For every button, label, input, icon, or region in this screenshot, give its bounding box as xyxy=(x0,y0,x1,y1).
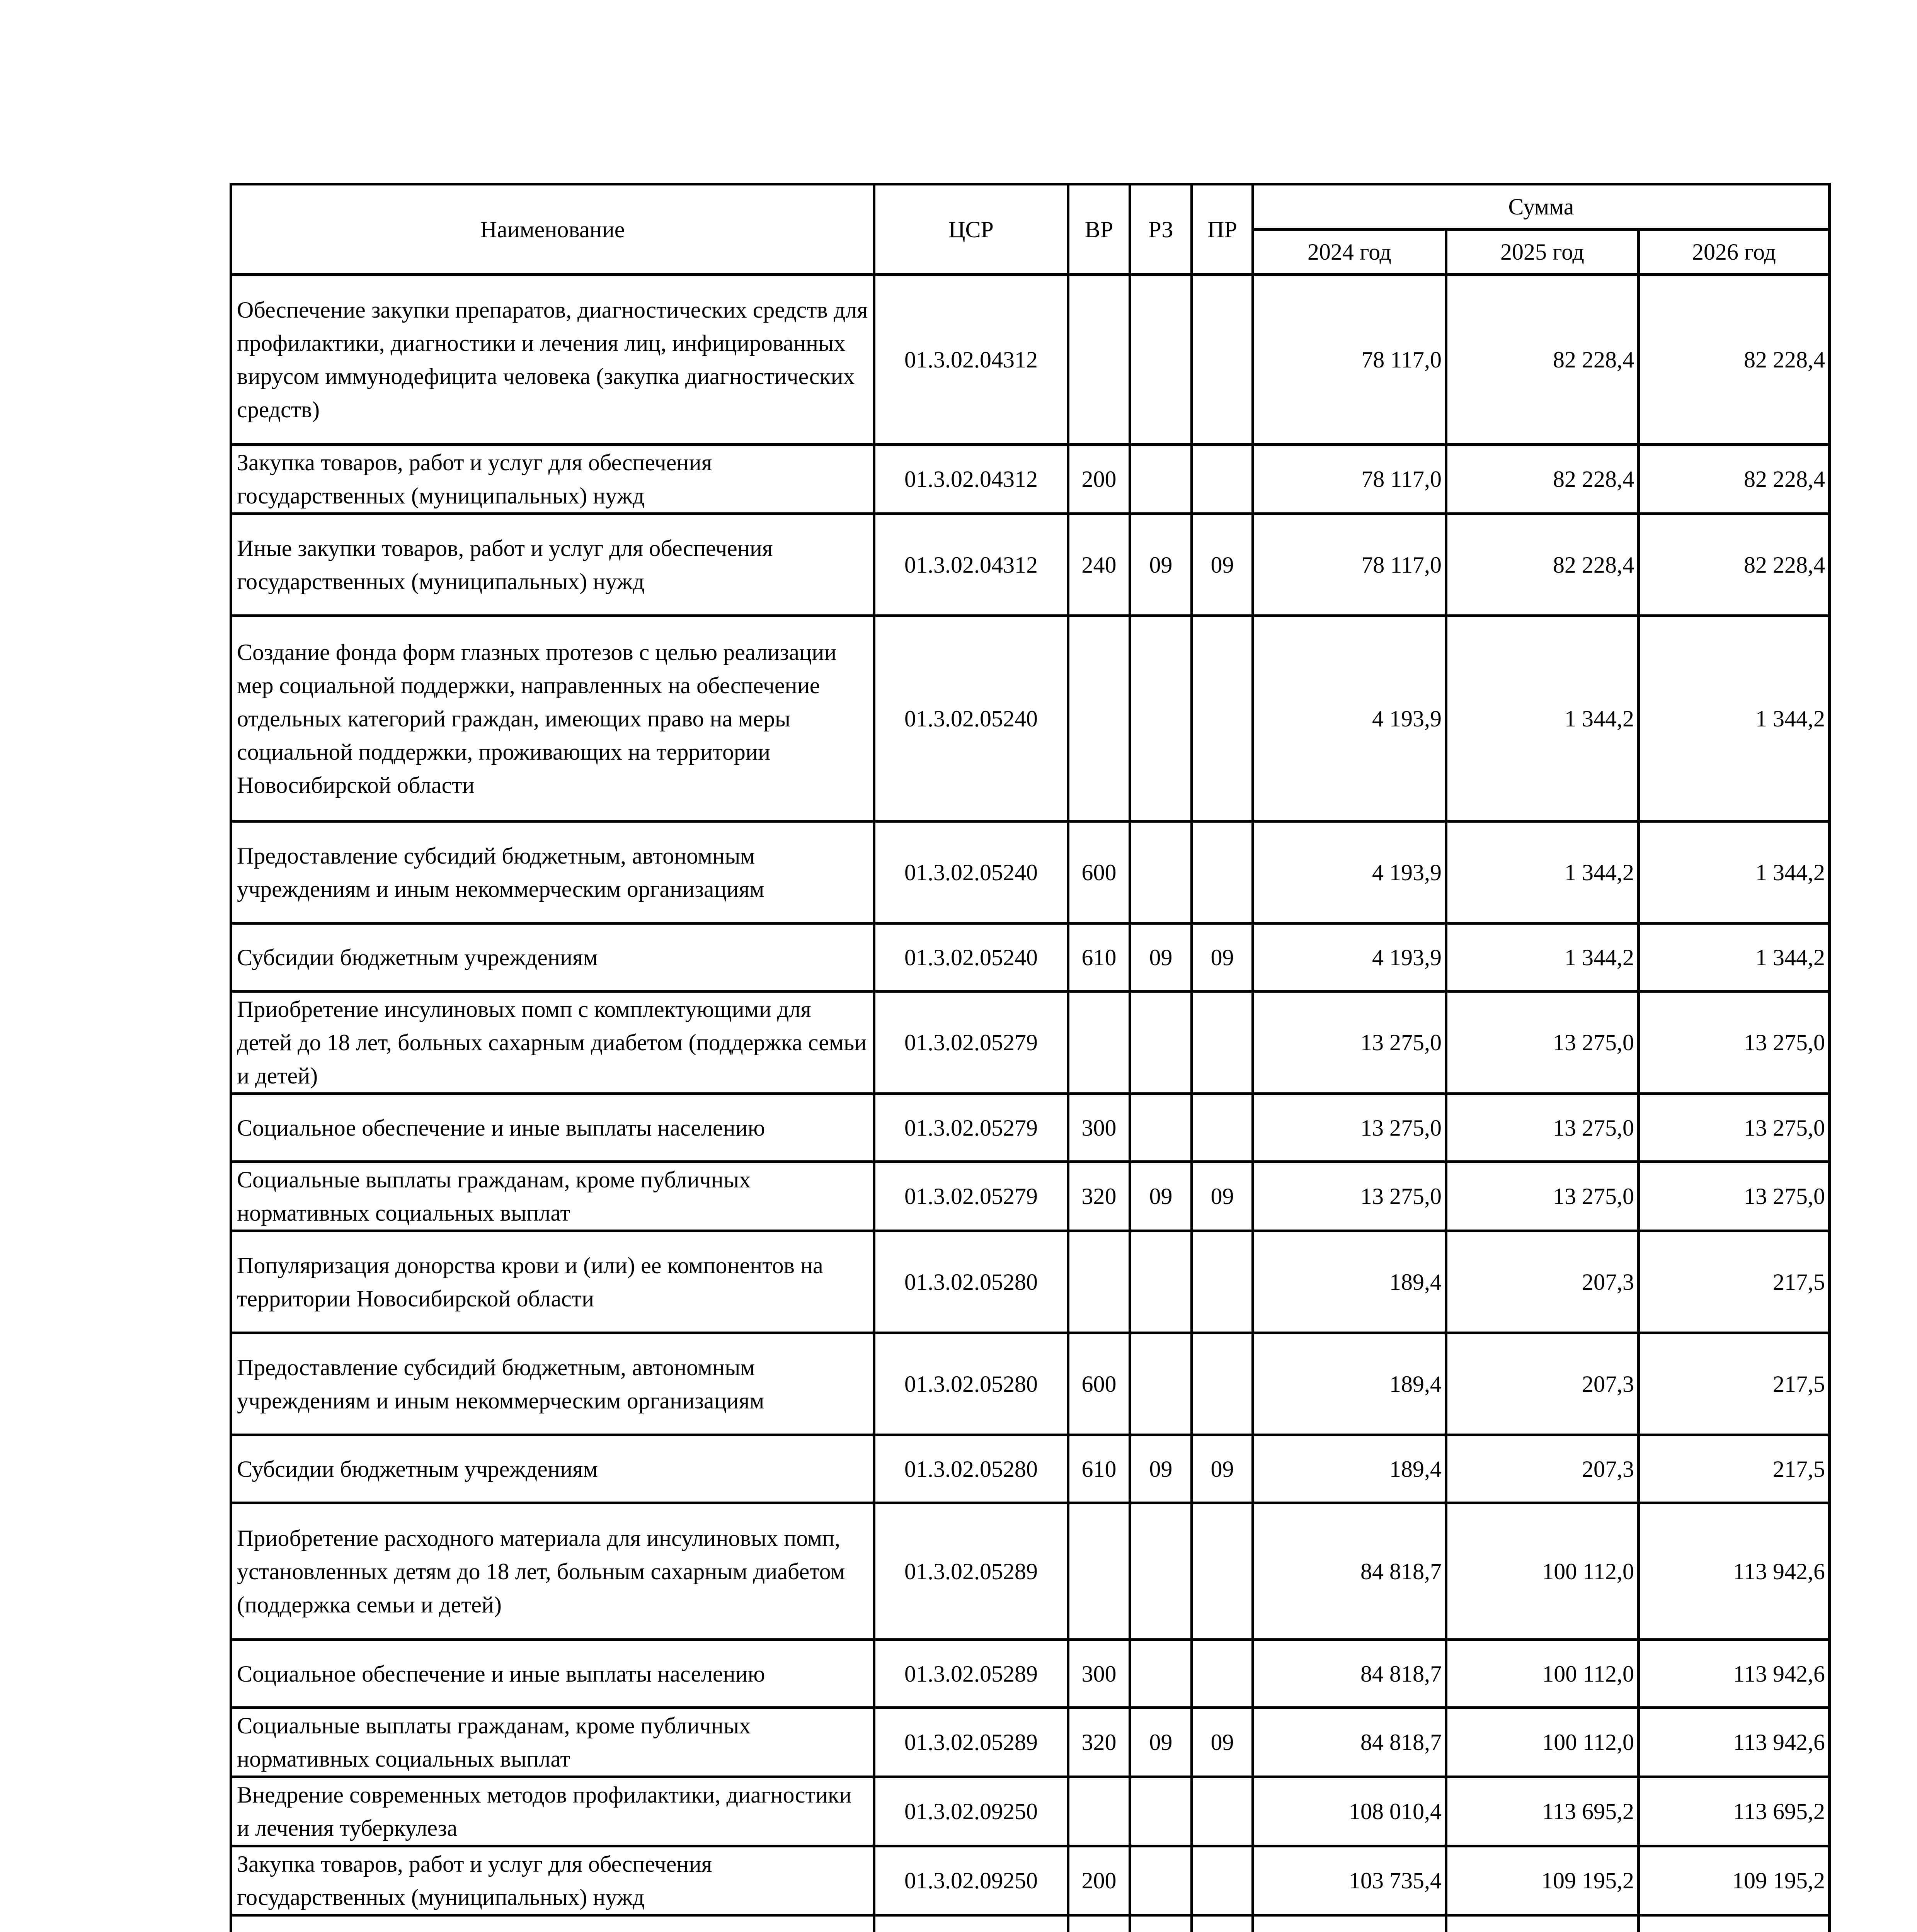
header-row-top xyxy=(231,184,1830,230)
table-row xyxy=(231,275,1830,445)
row-amount-2025 xyxy=(1446,1915,1639,1932)
row-rz xyxy=(1130,1094,1192,1162)
row-amount-2025: 113 695,2 xyxy=(1446,1777,1639,1846)
table-row xyxy=(231,1777,1830,1846)
row-pr xyxy=(1192,992,1253,1094)
row-vr: 200 xyxy=(1068,445,1130,514)
row-name: Социальные выплаты гражданам, кроме публичных нормативных социальных выплат xyxy=(231,1708,874,1777)
row-vr: 300 xyxy=(1068,1640,1130,1708)
header-csr: ЦСР xyxy=(874,184,1068,275)
row-amount-2024: 78 117,0 xyxy=(1253,514,1446,616)
row-amount-2025: 1 344,2 xyxy=(1446,923,1639,992)
header-year-2025: 2025 год xyxy=(1446,230,1639,275)
row-amount-2024: 189,4 xyxy=(1253,1231,1446,1333)
row-amount-2025: 100 112,0 xyxy=(1446,1503,1639,1640)
row-amount-2024: 13 275,0 xyxy=(1253,1162,1446,1231)
row-vr xyxy=(1068,1777,1130,1846)
row-amount-2024: 13 275,0 xyxy=(1253,1094,1446,1162)
row-pr xyxy=(1192,1640,1253,1708)
row-amount-2024: 4 193,9 xyxy=(1253,616,1446,821)
row-amount-2025: 82 228,4 xyxy=(1446,445,1639,514)
row-pr xyxy=(1192,1846,1253,1915)
row-csr: 01.3.02.05280 xyxy=(874,1231,1068,1333)
row-amount-2025: 13 275,0 xyxy=(1446,1162,1639,1231)
row-amount-2026: 1 344,2 xyxy=(1639,821,1830,923)
table-row xyxy=(231,992,1830,1094)
row-amount-2025: 1 344,2 xyxy=(1446,616,1639,821)
row-csr: 01.3.02.09250 xyxy=(874,1777,1068,1846)
row-name: Закупка товаров, работ и услуг для обеспечения государственных (муниципальных) нужд xyxy=(231,1846,874,1915)
row-name: Обеспечение закупки препаратов, диагностических средств для профилактики, диагностики и лечения лиц, инфицированных вирусом иммунодефицита человека (закупка диагностических средств) xyxy=(231,275,874,445)
row-pr xyxy=(1192,1915,1253,1932)
row-rz xyxy=(1130,1777,1192,1846)
row-vr: 240 xyxy=(1068,514,1130,616)
row-name: Приобретение расходного материала для инсулиновых помп, установленных детям до 18 лет, больным сахарным диабетом (поддержка семьи и детей) xyxy=(231,1503,874,1640)
row-pr xyxy=(1192,1094,1253,1162)
header-name: Наименование xyxy=(231,184,874,275)
row-name: Иные закупки товаров, работ и услуг для обеспечения государственных (муниципальных) нужд xyxy=(231,514,874,616)
row-amount-2025: 82 228,4 xyxy=(1446,275,1639,445)
table-row xyxy=(231,821,1830,923)
row-vr: 610 xyxy=(1068,923,1130,992)
row-rz: 09 xyxy=(1130,1435,1192,1503)
table-row xyxy=(231,1846,1830,1915)
row-amount-2024: 108 010,4 xyxy=(1253,1777,1446,1846)
table-row xyxy=(231,1333,1830,1435)
row-amount-2025: 1 344,2 xyxy=(1446,821,1639,923)
row-amount-2026: 13 275,0 xyxy=(1639,1162,1830,1231)
table-row xyxy=(231,1162,1830,1231)
row-vr: 600 xyxy=(1068,1333,1130,1435)
table-row xyxy=(231,1231,1830,1333)
row-pr: 09 xyxy=(1192,923,1253,992)
row-csr xyxy=(874,1915,1068,1932)
row-rz xyxy=(1130,445,1192,514)
row-vr: 320 xyxy=(1068,1708,1130,1777)
row-rz xyxy=(1130,1333,1192,1435)
row-rz: 09 xyxy=(1130,1708,1192,1777)
row-rz xyxy=(1130,1503,1192,1640)
row-csr: 01.3.02.05279 xyxy=(874,1162,1068,1231)
row-amount-2026: 82 228,4 xyxy=(1639,445,1830,514)
row-amount-2024: 84 818,7 xyxy=(1253,1708,1446,1777)
row-pr: 09 xyxy=(1192,514,1253,616)
row-vr: 610 xyxy=(1068,1435,1130,1503)
row-amount-2026: 1 344,2 xyxy=(1639,923,1830,992)
row-amount-2026 xyxy=(1639,1915,1830,1932)
row-vr: 320 xyxy=(1068,1162,1130,1231)
header-rz: РЗ xyxy=(1130,184,1192,275)
row-vr xyxy=(1068,992,1130,1094)
row-amount-2026: 82 228,4 xyxy=(1639,514,1830,616)
row-rz: 09 xyxy=(1130,923,1192,992)
row-amount-2025: 100 112,0 xyxy=(1446,1640,1639,1708)
row-rz xyxy=(1130,821,1192,923)
row-amount-2024: 78 117,0 xyxy=(1253,445,1446,514)
row-amount-2026: 113 942,6 xyxy=(1639,1708,1830,1777)
row-name: Внедрение современных методов профилактики, диагностики и лечения туберкулеза xyxy=(231,1777,874,1846)
row-name: Социальное обеспечение и иные выплаты населению xyxy=(231,1094,874,1162)
row-name: Популяризация донорства крови и (или) ее компонентов на территории Новосибирской области xyxy=(231,1231,874,1333)
table-row xyxy=(231,514,1830,616)
row-pr xyxy=(1192,1503,1253,1640)
row-amount-2024: 4 193,9 xyxy=(1253,821,1446,923)
row-vr xyxy=(1068,616,1130,821)
row-amount-2026: 217,5 xyxy=(1639,1435,1830,1503)
table-row xyxy=(231,1094,1830,1162)
row-csr: 01.3.02.04312 xyxy=(874,445,1068,514)
row-rz xyxy=(1130,1640,1192,1708)
row-amount-2025: 13 275,0 xyxy=(1446,992,1639,1094)
header-pr: ПР xyxy=(1192,184,1253,275)
table-body xyxy=(231,275,1830,1932)
row-vr: 300 xyxy=(1068,1094,1130,1162)
row-vr xyxy=(1068,1503,1130,1640)
row-csr: 01.3.02.05280 xyxy=(874,1333,1068,1435)
row-name: Предоставление субсидий бюджетным, автономным учреждениям и иным некоммерческим организациям xyxy=(231,1333,874,1435)
row-amount-2025: 100 112,0 xyxy=(1446,1708,1639,1777)
row-csr: 01.3.02.09250 xyxy=(874,1846,1068,1915)
row-name: Закупка товаров, работ и услуг для обеспечения государственных (муниципальных) нужд xyxy=(231,445,874,514)
row-rz xyxy=(1130,1846,1192,1915)
row-csr: 01.3.02.05279 xyxy=(874,992,1068,1094)
row-csr: 01.3.02.04312 xyxy=(874,275,1068,445)
row-csr: 01.3.02.05240 xyxy=(874,616,1068,821)
table-row xyxy=(231,1915,1830,1932)
table-row xyxy=(231,616,1830,821)
row-pr xyxy=(1192,275,1253,445)
row-pr xyxy=(1192,1333,1253,1435)
row-pr xyxy=(1192,1231,1253,1333)
table-header xyxy=(231,184,1830,275)
table-row xyxy=(231,923,1830,992)
row-amount-2024: 103 735,4 xyxy=(1253,1846,1446,1915)
row-csr: 01.3.02.05289 xyxy=(874,1503,1068,1640)
header-year-2026: 2026 год xyxy=(1639,230,1830,275)
row-name: Приобретение инсулиновых помп с комплектующими для детей до 18 лет, больных сахарным диабетом (поддержка семьи и детей) xyxy=(231,992,874,1094)
row-amount-2026: 82 228,4 xyxy=(1639,275,1830,445)
row-rz xyxy=(1130,1231,1192,1333)
row-pr xyxy=(1192,1777,1253,1846)
row-amount-2026: 217,5 xyxy=(1639,1333,1830,1435)
row-name: Социальное обеспечение и иные выплаты населению xyxy=(231,1640,874,1708)
header-sum: Сумма xyxy=(1253,184,1830,230)
row-csr: 01.3.02.04312 xyxy=(874,514,1068,616)
row-pr xyxy=(1192,445,1253,514)
row-amount-2025: 109 195,2 xyxy=(1446,1846,1639,1915)
row-amount-2025: 207,3 xyxy=(1446,1333,1639,1435)
row-csr: 01.3.02.05279 xyxy=(874,1094,1068,1162)
row-rz xyxy=(1130,1915,1192,1932)
table-row xyxy=(231,445,1830,514)
row-csr: 01.3.02.05289 xyxy=(874,1640,1068,1708)
row-amount-2024: 189,4 xyxy=(1253,1333,1446,1435)
row-vr xyxy=(1068,1915,1130,1932)
row-amount-2026: 13 275,0 xyxy=(1639,992,1830,1094)
row-rz: 09 xyxy=(1130,1162,1192,1231)
header-vr: ВР xyxy=(1068,184,1130,275)
row-amount-2025: 207,3 xyxy=(1446,1435,1639,1503)
row-amount-2024: 189,4 xyxy=(1253,1435,1446,1503)
row-amount-2024: 84 818,7 xyxy=(1253,1503,1446,1640)
header-year-2024: 2024 год xyxy=(1253,230,1446,275)
row-name: Предоставление субсидий бюджетным, автономным учреждениям и иным некоммерческим организациям xyxy=(231,821,874,923)
row-amount-2026: 113 942,6 xyxy=(1639,1503,1830,1640)
row-amount-2024: 78 117,0 xyxy=(1253,275,1446,445)
row-pr: 09 xyxy=(1192,1435,1253,1503)
row-rz xyxy=(1130,616,1192,821)
row-vr xyxy=(1068,275,1130,445)
table-row xyxy=(231,1708,1830,1777)
row-amount-2026: 1 344,2 xyxy=(1639,616,1830,821)
row-amount-2026: 217,5 xyxy=(1639,1231,1830,1333)
row-amount-2026: 109 195,2 xyxy=(1639,1846,1830,1915)
row-rz xyxy=(1130,275,1192,445)
budget-table xyxy=(230,183,1831,1932)
row-pr xyxy=(1192,616,1253,821)
row-amount-2025: 13 275,0 xyxy=(1446,1094,1639,1162)
row-amount-2025: 207,3 xyxy=(1446,1231,1639,1333)
row-vr: 200 xyxy=(1068,1846,1130,1915)
row-name xyxy=(231,1915,874,1932)
table-row xyxy=(231,1503,1830,1640)
row-csr: 01.3.02.05289 xyxy=(874,1708,1068,1777)
row-csr: 01.3.02.05240 xyxy=(874,821,1068,923)
row-name: Субсидии бюджетным учреждениям xyxy=(231,923,874,992)
row-pr: 09 xyxy=(1192,1708,1253,1777)
row-vr xyxy=(1068,1231,1130,1333)
row-amount-2024 xyxy=(1253,1915,1446,1932)
row-name: Социальные выплаты гражданам, кроме публичных нормативных социальных выплат xyxy=(231,1162,874,1231)
row-amount-2025: 82 228,4 xyxy=(1446,514,1639,616)
row-amount-2026: 13 275,0 xyxy=(1639,1094,1830,1162)
row-amount-2024: 4 193,9 xyxy=(1253,923,1446,992)
row-rz: 09 xyxy=(1130,514,1192,616)
row-pr xyxy=(1192,821,1253,923)
row-pr: 09 xyxy=(1192,1162,1253,1231)
table-row xyxy=(231,1640,1830,1708)
row-name: Создание фонда форм глазных протезов с целью реализации мер социальной поддержки, направленных на обеспечение отдельных категорий граждан, имеющих право на меры социальной поддержки, проживающих на территории Новосибирской области xyxy=(231,616,874,821)
table-row xyxy=(231,1435,1830,1503)
row-csr: 01.3.02.05240 xyxy=(874,923,1068,992)
row-csr: 01.3.02.05280 xyxy=(874,1435,1068,1503)
row-amount-2026: 113 695,2 xyxy=(1639,1777,1830,1846)
row-rz xyxy=(1130,992,1192,1094)
row-amount-2024: 13 275,0 xyxy=(1253,992,1446,1094)
row-name: Субсидии бюджетным учреждениям xyxy=(231,1435,874,1503)
row-amount-2024: 84 818,7 xyxy=(1253,1640,1446,1708)
row-amount-2026: 113 942,6 xyxy=(1639,1640,1830,1708)
row-vr: 600 xyxy=(1068,821,1130,923)
